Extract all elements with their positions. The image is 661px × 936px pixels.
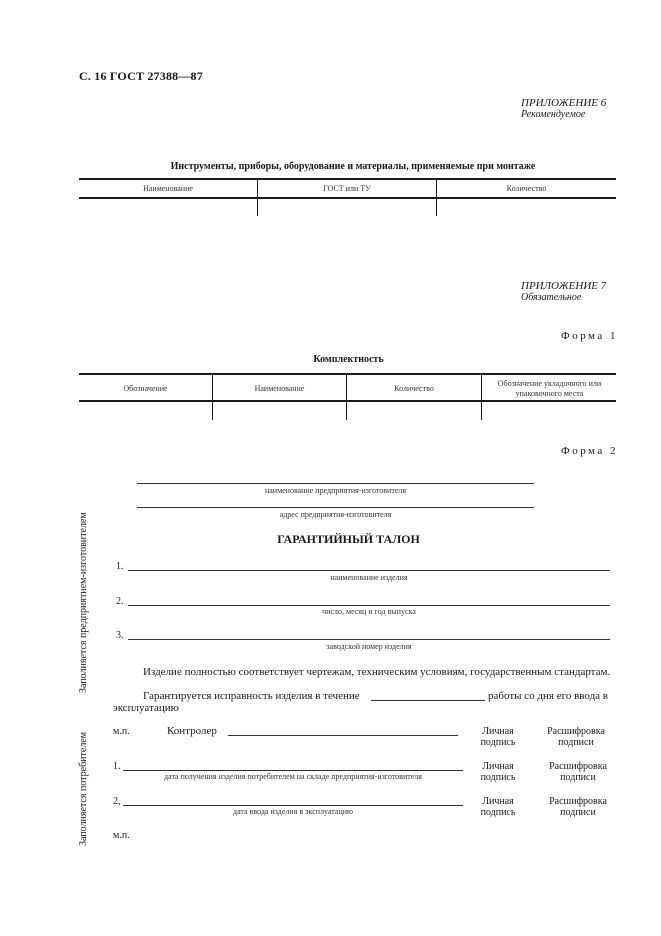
item-2-number: 2. bbox=[116, 596, 124, 607]
item-1-line bbox=[128, 570, 610, 571]
guarantee-text-end: работы со дня его ввода в bbox=[488, 690, 608, 702]
appendix-7-status: Обязательное bbox=[521, 292, 582, 303]
consumer-item-1-sig-decode: Расшифровка подписи bbox=[549, 761, 607, 783]
tools-col-qty: Количество bbox=[506, 184, 547, 193]
page-header: С. 16 ГОСТ 27388—87 bbox=[79, 69, 203, 83]
appendix-6-status: Рекомендуемое bbox=[521, 109, 586, 120]
consumer-item-1-number: 1. bbox=[113, 761, 121, 772]
compl-col-designation: Обозначение bbox=[123, 384, 168, 393]
compl-col-qty: Количество bbox=[394, 384, 434, 393]
consumer-item-2-sig-personal: Личная подпись bbox=[480, 796, 516, 818]
tools-col-name: Наименование bbox=[143, 184, 193, 193]
consumer-item-2-caption: дата ввода изделия в эксплуатацию bbox=[233, 807, 353, 816]
manufacturer-address-line bbox=[137, 507, 534, 508]
appendix-7-title: ПРИЛОЖЕНИЕ 7 bbox=[521, 280, 607, 292]
item-2-line bbox=[128, 605, 610, 606]
item-3-caption: заводской номер изделия bbox=[326, 642, 412, 651]
appendix-6-title: ПРИЛОЖЕНИЕ 6 bbox=[521, 97, 607, 109]
manufacturer-name-line bbox=[137, 483, 534, 484]
item-2-caption: число, месяц и год выпуска bbox=[322, 607, 416, 616]
guarantee-text-start: Гарантируется исправность изделия в течение bbox=[143, 690, 360, 702]
manufacturer-name-caption: наименование предприятия-изготовителя bbox=[264, 486, 407, 495]
controller-sig-decode: Расшифровка подписи bbox=[547, 726, 605, 748]
item-1-number: 1. bbox=[116, 561, 124, 572]
completeness-title: Комплектность bbox=[313, 354, 384, 365]
consumer-item-2-sig-decode: Расшифровка подписи bbox=[549, 796, 607, 818]
consumer-item-2-number: 2, bbox=[113, 796, 121, 807]
consumer-item-1-line bbox=[123, 770, 463, 771]
stamp-place-label: м.п. bbox=[113, 726, 130, 737]
side-label-consumer: Заполняется потребителем bbox=[78, 731, 89, 846]
tools-table-title: Инструменты, приборы, оборудование и материалы, применяемые при монтаже bbox=[170, 161, 536, 172]
consumer-item-1-sig-personal: Личная подпись bbox=[480, 761, 516, 783]
controller-sig-personal: Личная подпись bbox=[480, 726, 516, 748]
stamp-place-bottom: м.п. bbox=[113, 830, 130, 841]
tools-col-gost: ГОСТ или ТУ bbox=[323, 184, 371, 193]
guarantee-card-title: ГАРАНТИЙНЫЙ ТАЛОН bbox=[277, 532, 420, 546]
controller-line bbox=[228, 735, 458, 736]
form-2-label: Форма 2 bbox=[561, 445, 619, 457]
item-1-caption: наименование изделия bbox=[330, 573, 408, 582]
item-3-number: 3. bbox=[116, 630, 124, 641]
compliance-statement: Изделие полностью соответствует чертежам, техническим условиям, государственным стандартам. bbox=[143, 666, 611, 678]
guarantee-period-line bbox=[371, 700, 485, 701]
guarantee-text-line2: эксплуатацию bbox=[113, 702, 179, 714]
compl-col-name: Наименование bbox=[254, 384, 305, 393]
form-1-label: Форма 1 bbox=[561, 330, 619, 342]
consumer-item-2-line bbox=[123, 805, 463, 806]
consumer-item-1-caption: дата получения изделия потребителем на складе предприятия-изготовителя bbox=[164, 772, 422, 781]
side-label-manufacturer: Заполняется предприятием-изготовителем bbox=[78, 512, 89, 693]
manufacturer-address-caption: адрес предприятия-изготовителя bbox=[279, 510, 392, 519]
compl-col-packing: Обозначение укладочного или упаковочного места bbox=[497, 379, 602, 398]
item-3-line bbox=[128, 639, 610, 640]
controller-label: Контролер bbox=[167, 725, 217, 737]
